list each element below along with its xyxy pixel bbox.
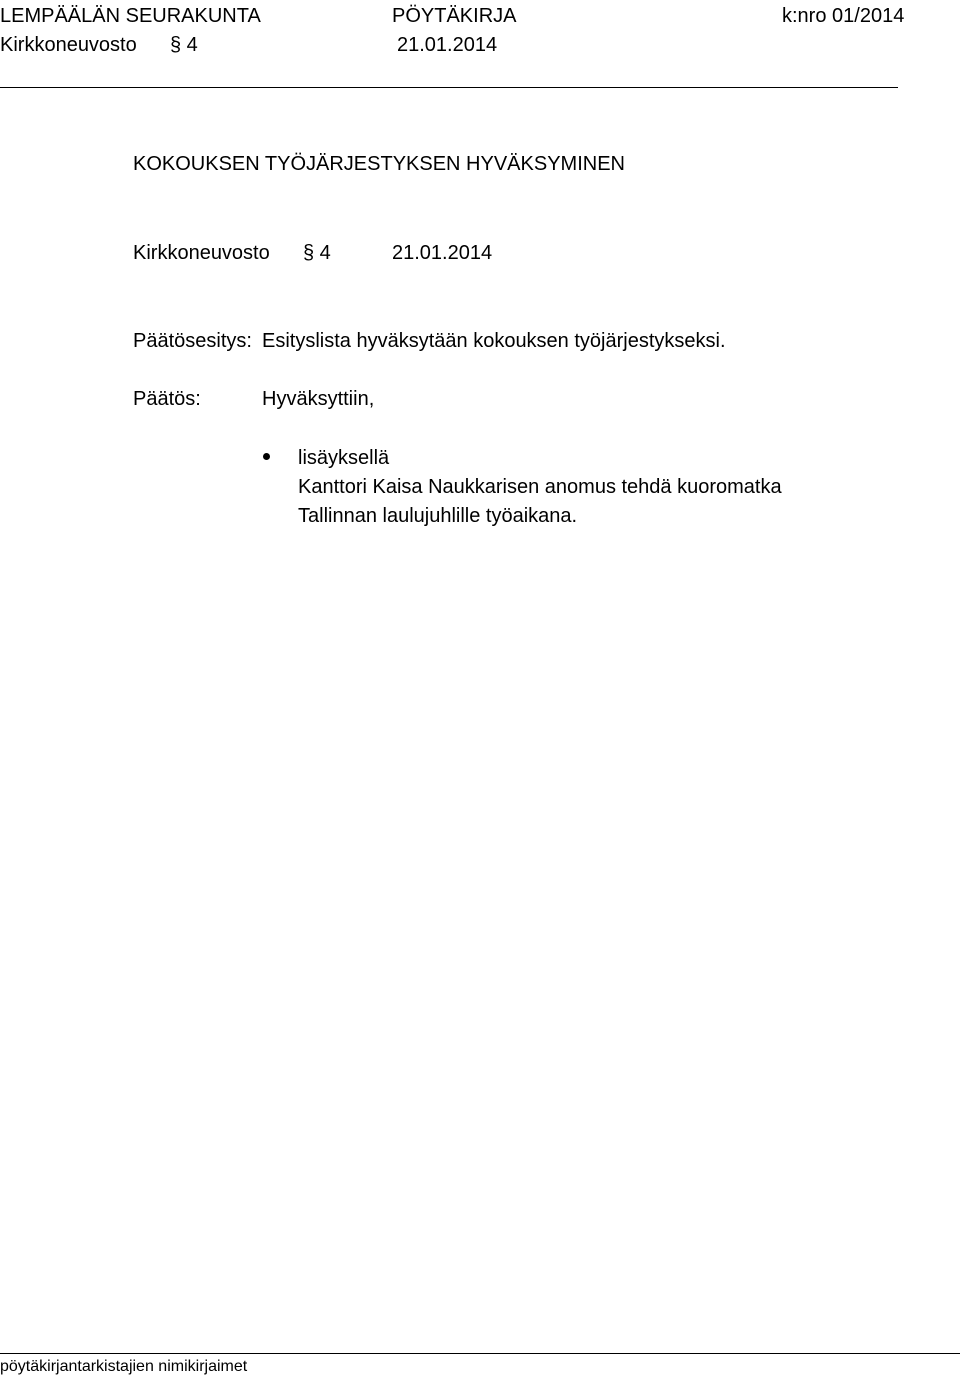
proposal-text: Esityslista hyväksytään kokouksen työjärjestykseksi. [262,330,726,352]
item-date: 21.01.2014 [392,242,493,264]
decision-text: Hyväksyttiin, [262,388,375,410]
decision-bullet-line-3: Tallinnan laulujuhlille työaikana. [298,505,578,527]
proposal-label: Päätösesitys: [133,330,252,352]
decision-bullet-line-2: Kanttori Kaisa Naukkarisen anomus tehdä kuoromatka [298,476,782,498]
header-rule [0,87,898,88]
item-body-name: Kirkkoneuvosto [133,242,270,264]
document-type: PÖYTÄKIRJA [392,5,517,27]
decision-label: Päätös: [133,388,201,410]
header-date: 21.01.2014 [397,34,498,56]
item-section: § 4 [303,242,331,264]
organization-name: LEMPÄÄLÄN SEURAKUNTA [0,5,261,27]
footer-rule [0,1353,960,1354]
header-body-name: Kirkkoneuvosto [0,34,137,56]
bullet-icon [263,453,270,460]
header-section: § 4 [170,34,198,56]
item-title: KOKOUKSEN TYÖJÄRJESTYKSEN HYVÄKSYMINEN [133,153,625,175]
decision-bullet-line-1: lisäyksellä [298,447,390,469]
document-number: k:nro 01/2014 [782,5,905,27]
signature-note: pöytäkirjantarkistajien nimikirjaimet [0,1358,248,1375]
